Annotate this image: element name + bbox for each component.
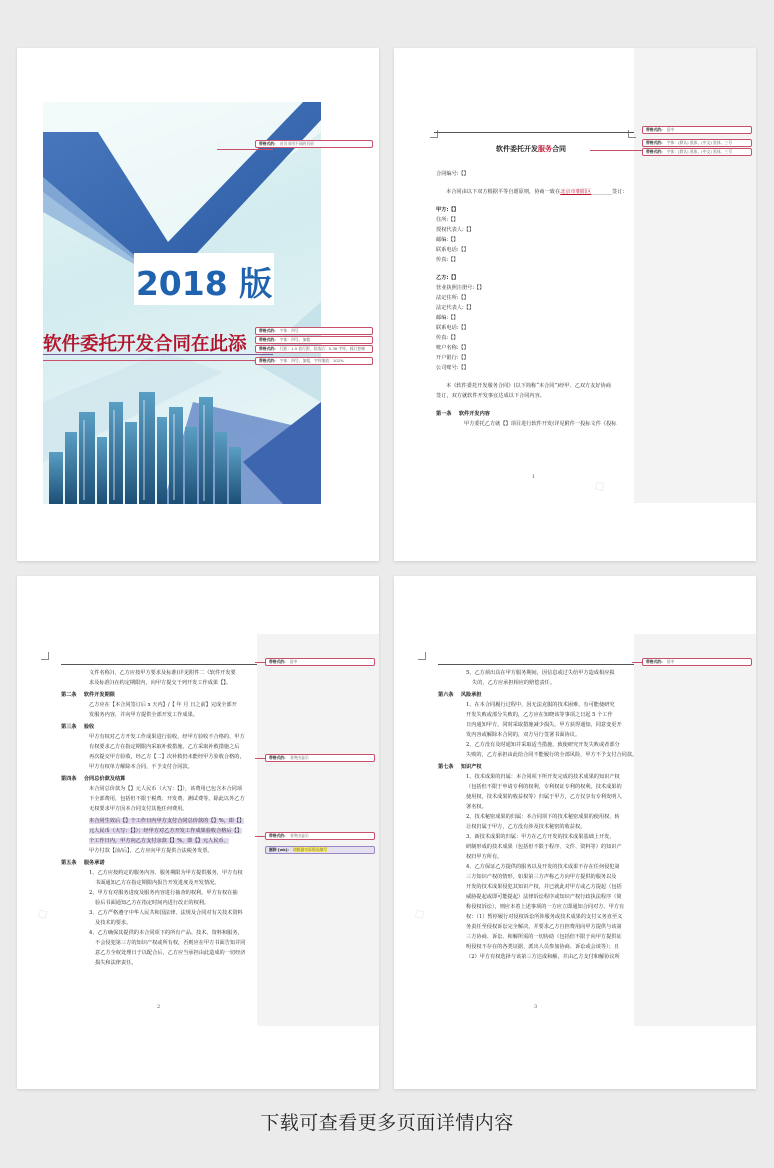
comment-balloon[interactable]: 带格式的: 居中 xyxy=(642,658,752,666)
comment-balloon[interactable]: 带格式的: 字体：四号，加粗，字符缩放：102% xyxy=(255,357,373,365)
page-number: 3 xyxy=(534,1004,538,1010)
page-number: 2 xyxy=(157,1004,161,1010)
comment-balloon[interactable]: 带格式的: 字体：四号，加粗 xyxy=(255,336,373,344)
comment-connector xyxy=(255,662,265,663)
comment-connector xyxy=(632,662,642,663)
comment-balloon[interactable]: 带格式的: 字体：(默认) 黑体，(中文) 黑体，三号 xyxy=(642,139,752,147)
cover-page xyxy=(17,48,379,561)
comment-connector xyxy=(217,149,273,150)
deletion-balloon[interactable]: 删除 [wk]: 请根据实际情况填写 xyxy=(265,846,375,854)
watermark: ◇ xyxy=(410,904,429,924)
watermark: ◇ xyxy=(33,904,52,924)
margin-mark xyxy=(41,652,49,660)
comment-connector xyxy=(43,360,255,361)
header-rule xyxy=(61,664,257,665)
comment-balloon[interactable]: 带格式的: 字体：四号 xyxy=(255,327,373,335)
comment-balloon[interactable]: 带格式的: 居中 xyxy=(642,126,752,134)
comment-balloon[interactable]: 带格式的: 居中 xyxy=(265,658,375,666)
watermark: ◇ xyxy=(590,476,609,496)
comment-balloon[interactable]: 带格式的: 首页采用不同的页眉 xyxy=(255,140,373,148)
comment-balloon[interactable]: 带格式的: 非突出显示 xyxy=(265,754,375,762)
comment-pane xyxy=(634,634,756,1026)
cover-year: 2018 版 xyxy=(135,264,273,303)
cover-title[interactable]: 软件委托开发合同在此添 xyxy=(43,334,247,355)
contract-body: 合同编号:【】 本合同由以下双方根据平等自愿原则，协商一致在北京市朝阳区________签订： 甲方:【】 住所:【】 授权代表人:【】 邮编:【】 联系电话:【】 传真:【】 乙方:【】 营业执照注册号:【】 法定住所:【】 法定代表人:【】 邮编:【】 联系电话:【】 传真:【】 账户名称:【】 开户银行:【】 公司账号:【】 本《软件委托开发服务合同》(以下简称“本合同”)经甲、乙双方友好协商 签订，双方就软件开发事宜达成以下合同内容。 第一条 软件开发内容 甲方委托乙方就【】项目进行软件开发(详见附件一投标文件《投标 xyxy=(436,171,628,427)
download-hint: 下载可查看更多页面详情内容 xyxy=(260,1112,514,1134)
comment-connector xyxy=(590,150,642,151)
margin-mark xyxy=(418,652,426,660)
header-rule xyxy=(438,664,634,665)
title-underline xyxy=(43,354,273,355)
contract-page-1 xyxy=(394,48,756,561)
header-rule xyxy=(434,132,634,133)
comment-pane xyxy=(634,48,756,503)
comment-pane xyxy=(257,634,379,1026)
comment-connector xyxy=(255,758,265,759)
contract-page-3 xyxy=(394,576,756,1089)
page-number: 1 xyxy=(532,474,536,480)
comment-balloon[interactable]: 带格式的: 字体：(默认) 黑体，(中文) 黑体，三号 xyxy=(642,148,752,156)
comment-connector xyxy=(255,836,265,837)
contract-body: 文件名称》)，乙方应按甲方要求及标准(详见附件二《软件开发要 求及标准》)在约定期限内，向甲方提交干列开发工作成果【】。 第二条 软件开发期限 乙方应在【本合同签订后 x 天内】/【 年 月 日之前】完成全部开 发服务内容，并向甲方提供全部开发工作成果。 第三条 验收 甲方有权对乙方开发工作成果进行验收，经甲方验收不合格的，甲方 有权要求乙方在指定期限内采取补救措施。乙方采取补救措施之后 再次提交甲方验收，经乙方【二】次补救仍未能经甲方验收合格的， 甲方有权单方解除本合同，不予支付合同款。 第四条 合同总价款及结算 本合同总价款为【】元人民币（大写：【】），该费用已包含本合同项 下全部费用，包括但不限于税费、开发费、测试费等。除此以外乙方 无权要求甲方因本合同支付其他任何费用。 本合同生效后【】个工作日内甲方支付合同总价款的【】%，即【】 元人民币（大写：【】）；经甲方对乙方开发工作成果验收合格后【】 个工作日内，甲方向乙方支付余款【】%，即【】元人民币。 甲方付款【前/后】，乙方应向甲方提供合法税务发票。 第五条 服务承诺 1、乙方应按约定的服务内容、服务期限为甲方提供服务，甲方有权 书面通知乙方在指定期限内报告开发进度及开发情况。 2、甲方有对服务进度及服务内容进行抽查的权利，甲方有权在抽 验后书面通知乙方在指定时间内进行改正的权利。 3、乙方严格遵守中华人民共和国法律、法规及合同对有关技术资料 及技术的要求。 4、乙方确保其提供的本合同项下的所有产品、技术、资料和服务， 不会侵犯第三方的知识产权或所有权，否则应在甲方书面告知并同 意乙方全权处理日于以配合后，乙方应当承担由此造成的一切经济 损失和法律责任。 xyxy=(61,670,246,966)
contract-page-2 xyxy=(17,576,379,1089)
contract-body: 5、乙方须出具在甲方服务期间，因信息或过失给甲方造成相应损 失的，乙方应承担相应的赔偿责任。 第六条 风险承担 1、在本合同履行过程中，因无法克服的技术困难，有可能使研究 开发失败或部分失败的，乙方应在知晓该等事项之日起 5 个工作 日内通知甲方，同时采取措施减少损失。甲方获得通知，同意变更开 发内容或解除本合同的，双方另行签署书面协议。 2、乙方没有及时通知并采取适当措施，致使研究开发失败或者部分 失败的，乙方承担由此给合同不能履行的全部风险，甲方不予支付合同款。 第七条 知识产权 1、技术成果的归属：本合同项下所开发完成的技术成果的知识产权 （包括但不限于申请专利的权利，专利权证专利的权利，技术成果的 使用权，技术成果的收益权等）归属于甲方，乙方仅享有专利发明人 署名权。 2、技术秘密成果的归属：本合同项下的技术秘密成果的使用权、转 让权归属于甲方，乙方没有涉及技术秘密的收益权。 3、新技术成果的归属：甲方在乙方开发的技术成果基础上开发、 研制形成的技术成果（包括但不限于程序、文件、资料等）的知识产 权归甲方所有。 4、乙方保证乙方提供的服务以及开发的技术成果不存在任何侵犯第 三方知识产权的情形。如果第三方声称乙方向甲方提供的服务以及 开发的技术成果侵犯其知识产权，并已就此对甲方或乙方提起（包括 威胁提起或即可能提起）法律诉讼程序或知识产权行政执法程序（简 称侵权诉讼），则应本着上述事项的一方应立即通知合同对方。甲方有 权：（1）暂停履行对侵权诉讼所涉服务或技术成果的支付义务直至义 务责任至侵权诉讼完全解决，并要求乙方自担费用向甲方提供与该第 三方协商、诉讼、和解所需的一切协助（包括但不限于向甲方提供证 明侵权不存在的各类证据、派出人员参加协商、诉讼或会谈等）；且 （2）甲方有权选择与该第三方达成和解，并由乙方支付和解协议所 xyxy=(438,670,638,960)
contract-title: 软件委托开发服务合同 xyxy=(496,145,566,153)
comment-balloon[interactable]: 带格式的: 行距：1.5 倍行距，段落后：5.38 字符，孤行控制 xyxy=(255,345,373,353)
comment-balloon[interactable]: 带格式的: 非突出显示 xyxy=(265,832,375,840)
